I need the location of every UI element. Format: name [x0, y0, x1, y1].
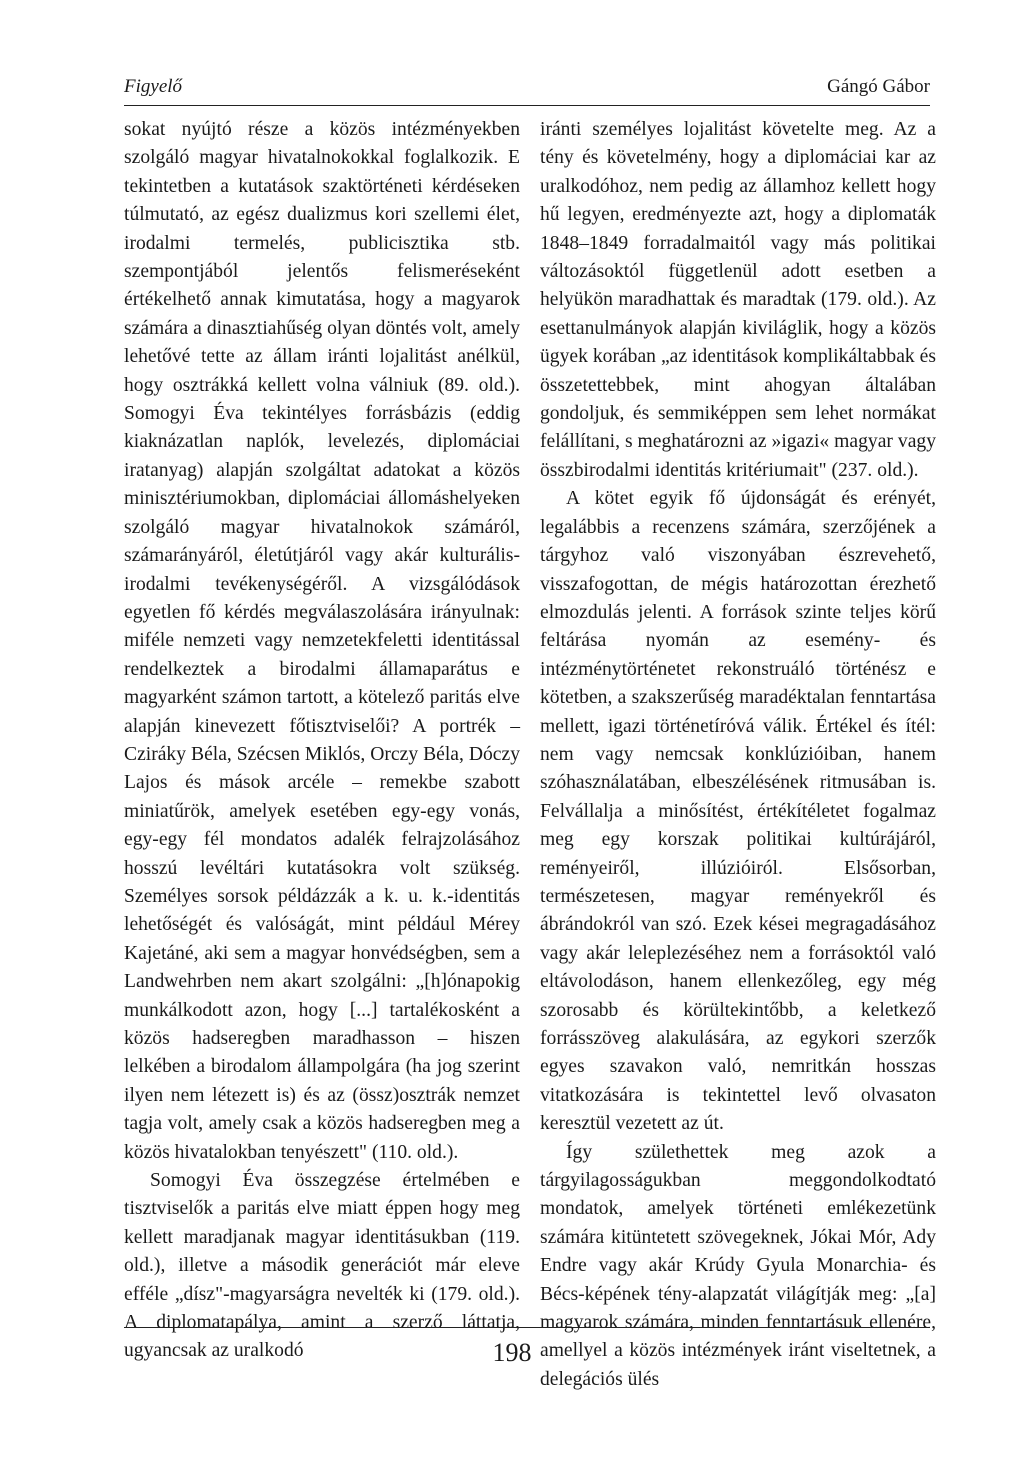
- right-column: [540, 116, 936, 1390]
- page-number: 198: [492, 1338, 532, 1367]
- right-paragraph-1: iránti személyes lojalitást követelte meg. Az a tény és követelmény, hogy a diplomáciai kar az uralkodóhoz, nem pedig az államhoz kellett hogy hű legyen, eredményezte azt, hogy a diplomaták 1848–1849 forradalmaitól vagy más politikai változásoktól függetlenül adott esetben a helyükön maradhattak és maradtak (179. old.). Az esettanulmányok alapján kiviláglik, hogy a közös ügyek korában „az identitások komplikáltabbak és összetettebbek, mint ahogyan általában gondoljuk, és semmiképpen sem lehet normákat felállítani, s meghatározni az »igazi« magyar vagy összbirodalmi identitás kritériumait" (237. old.).: [540, 119, 936, 481]
- header-rule: [124, 105, 930, 106]
- right-paragraph-2: A kötet egyik fő újdonságát és erényét, legalábbis a recenzens számára, szerzőjének a tárgyhoz való viszonyában észrevehető, visszafogottan, de mégis határozottan érezhető elmozdulás jelenti. A források szinte teljes körű feltárása nyomán az esemény- és intézménytörténetet rekonstruáló történész e kötetben, a szakszerűség maradéktalan fenntartása mellett, igazi történetíróvá válik. Értékel és ítél: nem vagy nemcsak konklúzióiban, hanem szóhasználatában, elbeszélésének ritmusában is. Felvállalja a minősítést, értékítéletet fogalmaz meg egy korszak politikai kultúrájáról, reményeiről, illúzióiról. Elsősorban, természetesen, magyar reményekről és ábrándokról van szó. Ezek kései megragadásához vagy akár leleplezéséhez nem a forrásoktól való eltávolodáson, hanem ellenkezőleg, egy még szorosabb és körültekintőbb, a keletkező forrásszöveg alakulására, az egykori szerzők egyes szavakon való, nemritkán hosszas vitatkozására is tekintettel levő olvasaton keresztül vezetett az út.: [540, 488, 936, 1135]
- running-head-section: Figyelő: [124, 76, 183, 97]
- left-paragraph-1: sokat nyújtó része a közös intézményekben szolgáló magyar hivatalnokokkal foglalkozik. E tekintetben a kutatások szaktörténeti kérdéseken túlmutató, az egész dualizmus kori szellemi élet, irodalmi termelés, publicisztika stb. szempontjából jelentős felismeréseként értékelhető annak kimutatása, hogy a magyarok számára a dinasztiahűség olyan döntés volt, amely lehetővé tette az állam iránti lojalitást anélkül, hogy osztrákká kellett volna válniuk (89. old.). Somogyi Éva tekintélyes forrásbázis (eddig kiaknázatlan naplók, levelezés, diplomáciai iratanyag) alapján szolgáltat adatokat a közös minisztériumokban, diplomáciai állomáshelyeken szolgáló magyar hivatalnokok számáról, számarányáról, életútjáról vagy akár kulturális-irodalmi tevékenységéről. A vizsgálódások egyetlen fő kérdés megválaszolására irányulnak: miféle nemzeti vagy nemzetekfeletti identitással rendelkeztek a birodalmi államaparátus e magyarként számon tartott, a kötelező paritás elve alapján kinevezett főtisztviselői? A portrék – Cziráky Béla, Szécsen Miklós, Orczy Béla, Dóczy Lajos és mások arcéle – remekbe szabott miniatűrök, amelyek esetében egy-egy vonás, egy-egy fél mondatos adalék felrajzolásához hosszú levéltári kutatásokra volt szükség. Személyes sorsok példázzák a k. u. k.-identitás lehetőségét és valóságát, mint például Mérey Kajetáné, aki sem a magyar honvédségben, sem a Landwehrben nem akart szolgálni: „[h]ónapokig munkálkodott azon, hogy [...] tartalékosként a közös hadseregben maradhasson – hiszen lelkében a birodalom állampolgára (ha jog szerint ilyen nem létezett is) és az (össz)osztrák nemzet tagja volt, amely csak a közös hadseregben meg a közös hivatalokban tenyészett" (110. old.).: [124, 119, 520, 1163]
- running-head-author: Gángó Gábor: [827, 76, 930, 97]
- right-paragraph-3: Így születhettek meg azok a tárgyilagosságukban meggondolkodtató mondatok, amelyek történeti emlékezetünk számára kitüntetett szövegeknek, Jókai Mór, Ady Endre vagy akár Krúdy Gyula Monarchia- és Bécs-képének tény-alapzatát világítják meg: „[a] magyarok számára, minden fenntartásuk ellenére, amellyel a közös intézmények iránt viseltetnek, a delegációs ülés: [540, 1141, 936, 1390]
- footer-rule: [124, 1327, 930, 1328]
- left-paragraph-2: Somogyi Éva összegzése értelmében e tisztviselők a paritás elve miatt éppen hogy meg kellett maradjanak magyar identitásukban (119. old.), illetve a második generációt már eleve efféle „dísz"-magyarságra nevelték ki (179. old.). A diplomatapálya, amint a szerző láttatja, ugyancsak az uralkodó: [124, 1170, 520, 1362]
